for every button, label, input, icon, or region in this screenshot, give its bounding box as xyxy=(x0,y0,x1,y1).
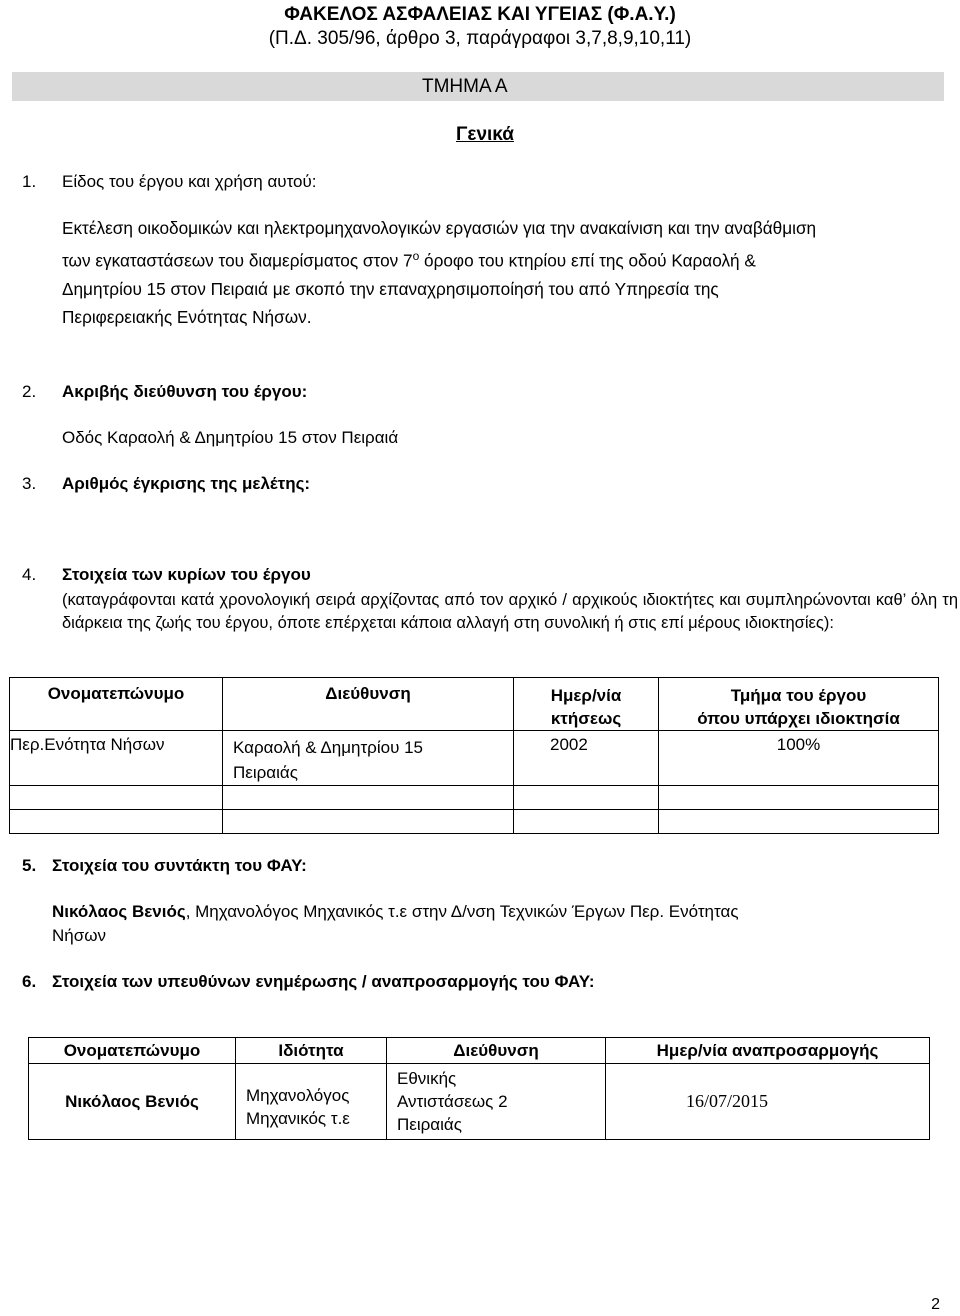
owners-header-date xyxy=(514,678,659,731)
item-5-author-name: Νικόλαος Βενιός xyxy=(52,902,186,921)
owners-row-3-date xyxy=(514,810,659,834)
document-title: ΦΑΚΕΛΟΣ ΑΣΦΑΛΕΙΑΣ ΚΑΙ ΥΓΕΙΑΣ (Φ.Α.Υ.) xyxy=(284,4,676,25)
item-5-author-details: , Μηχανολόγος Μηχανικός τ.ε στην Δ/νση Τεχνικών Έργων Περ. Ενότητας xyxy=(185,902,739,921)
responsible-row-1-capacity-line-2: Μηχανικός τ.ε xyxy=(246,1108,350,1128)
item-1-text xyxy=(62,214,950,331)
item-5-author-line-2: Νήσων xyxy=(52,926,106,945)
item-1-line-2a: των εγκαταστάσεων του διαμερίσματος στον 7 xyxy=(62,250,413,271)
owners-header-date-line-2: κτήσεως xyxy=(550,709,622,728)
document-subtitle: (Π.Δ. 305/96, άρθρο 3, παράγραφοι 3,7,8,9,10,11) xyxy=(268,28,692,49)
owners-row-1-address-line-2: Πειραιάς xyxy=(233,763,298,782)
page-number: 2 xyxy=(931,1296,940,1313)
item-1-line-3: Δημητρίου 15 στον Πειραιά με σκοπό την επαναχρησιμοποίησή του από Υπηρεσία της xyxy=(62,278,719,299)
item-1-line-1: Εκτέλεση οικοδομικών και ηλεκτρομηχανολογικών εργασιών για την ανακαίνιση και την αναβάθμιση xyxy=(62,218,817,238)
item-5-number: 5. xyxy=(22,856,37,875)
owners-row-1-date: 2002 xyxy=(514,731,659,786)
owners-table xyxy=(9,677,939,834)
owners-row-2-part xyxy=(659,786,939,810)
item-1-line-2 xyxy=(62,242,950,275)
owners-row-1-address-line-1: Καραολή & Δημητρίου 15 xyxy=(233,738,423,757)
owners-header-part xyxy=(659,678,939,731)
item-1-line-4: Περιφερειακής Ενότητας Νήσων. xyxy=(62,306,312,327)
responsible-header-capacity: Ιδιότητα xyxy=(236,1038,387,1064)
item-1-line-2-superscript: ο xyxy=(412,249,420,263)
responsible-table xyxy=(28,1037,930,1140)
responsible-row-1-address xyxy=(387,1064,606,1140)
owners-header-part-line-2: όπου υπάρχει ιδιοκτησία xyxy=(697,709,900,728)
owners-row-1-part: 100% xyxy=(659,731,939,786)
responsible-row-1-capacity-line-1: Μηχανολόγος xyxy=(246,1085,350,1105)
responsible-header-date: Ημερ/νία αναπροσαρμογής xyxy=(606,1038,930,1064)
item-1-line-2b: όροφο του κτηρίου επί της οδού Καραολή & xyxy=(419,250,756,271)
item-4-number: 4. xyxy=(22,565,37,584)
section-label: ΤΜΗΜΑ Α xyxy=(422,76,508,97)
responsible-row-1-name: Νικόλαος Βενιός xyxy=(29,1064,236,1140)
owners-row-3-part xyxy=(659,810,939,834)
item-1-heading: Είδος του έργου και χρήση αυτού: xyxy=(62,172,317,191)
responsible-table-header xyxy=(29,1038,930,1064)
owners-header-address: Διεύθυνση xyxy=(223,678,514,731)
item-5-heading: Στοιχεία του συντάκτη του ΦΑΥ: xyxy=(52,856,307,875)
owners-row-2-date xyxy=(514,786,659,810)
item-6-heading: Στοιχεία των υπευθύνων ενημέρωσης / αναπροσαρμογής του ΦΑΥ: xyxy=(52,972,595,991)
owners-row-2-address xyxy=(223,786,514,810)
general-heading: Γενικά xyxy=(456,124,514,145)
item-4-note: (καταγράφονται κατά χρονολογική σειρά αρχίζοντας από τον αρχικό / αρχικούς ιδιοκτήτες και συμπληρώνονται καθ’ όλη τη διάρκεια της ζωής του έργου, όποτε επέρχεται κάποια αλλαγή στη συνολική ή στις επί μέρους ιδιοκτησίες): xyxy=(62,591,958,632)
responsible-row-1-capacity xyxy=(236,1064,387,1140)
responsible-header-name: Ονοματεπώνυμο xyxy=(29,1038,236,1064)
owners-table-header xyxy=(10,678,939,731)
table-row xyxy=(29,1064,930,1140)
owners-header-part-line-1: Τμήμα του έργου xyxy=(730,686,867,705)
owners-header-name: Ονοματεπώνυμο xyxy=(10,678,223,731)
item-3-number: 3. xyxy=(22,474,37,493)
item-3-heading: Αριθμός έγκρισης της μελέτης: xyxy=(62,474,311,493)
responsible-row-1-date: 16/07/2015 xyxy=(606,1064,930,1140)
owners-row-1-address xyxy=(223,731,514,786)
owners-header-date-line-1: Ημερ/νία xyxy=(550,686,622,705)
item-1-number: 1. xyxy=(22,172,37,191)
item-5-author xyxy=(52,902,739,922)
item-2-heading: Ακριβής διεύθυνση του έργου: xyxy=(62,382,308,401)
item-4-heading: Στοιχεία των κυρίων του έργου xyxy=(62,565,311,584)
responsible-row-1-address-line-2: Αντιστάσεως 2 xyxy=(397,1092,508,1111)
owners-row-3-address xyxy=(223,810,514,834)
owners-row-1-name: Περ.Ενότητα Νήσων xyxy=(10,731,223,786)
table-row xyxy=(10,810,939,834)
item-2-number: 2. xyxy=(22,382,37,401)
item-2-value: Οδός Καραολή & Δημητρίου 15 στον Πειραιά xyxy=(62,428,399,447)
item-6-number: 6. xyxy=(22,972,37,991)
table-row xyxy=(10,786,939,810)
responsible-header-address: Διεύθυνση xyxy=(387,1038,606,1064)
owners-row-2-name xyxy=(10,786,223,810)
owners-row-3-name xyxy=(10,810,223,834)
table-row xyxy=(10,731,939,786)
responsible-row-1-address-line-1: Εθνικής xyxy=(397,1069,457,1088)
responsible-row-1-address-line-3: Πειραιάς xyxy=(397,1115,462,1134)
